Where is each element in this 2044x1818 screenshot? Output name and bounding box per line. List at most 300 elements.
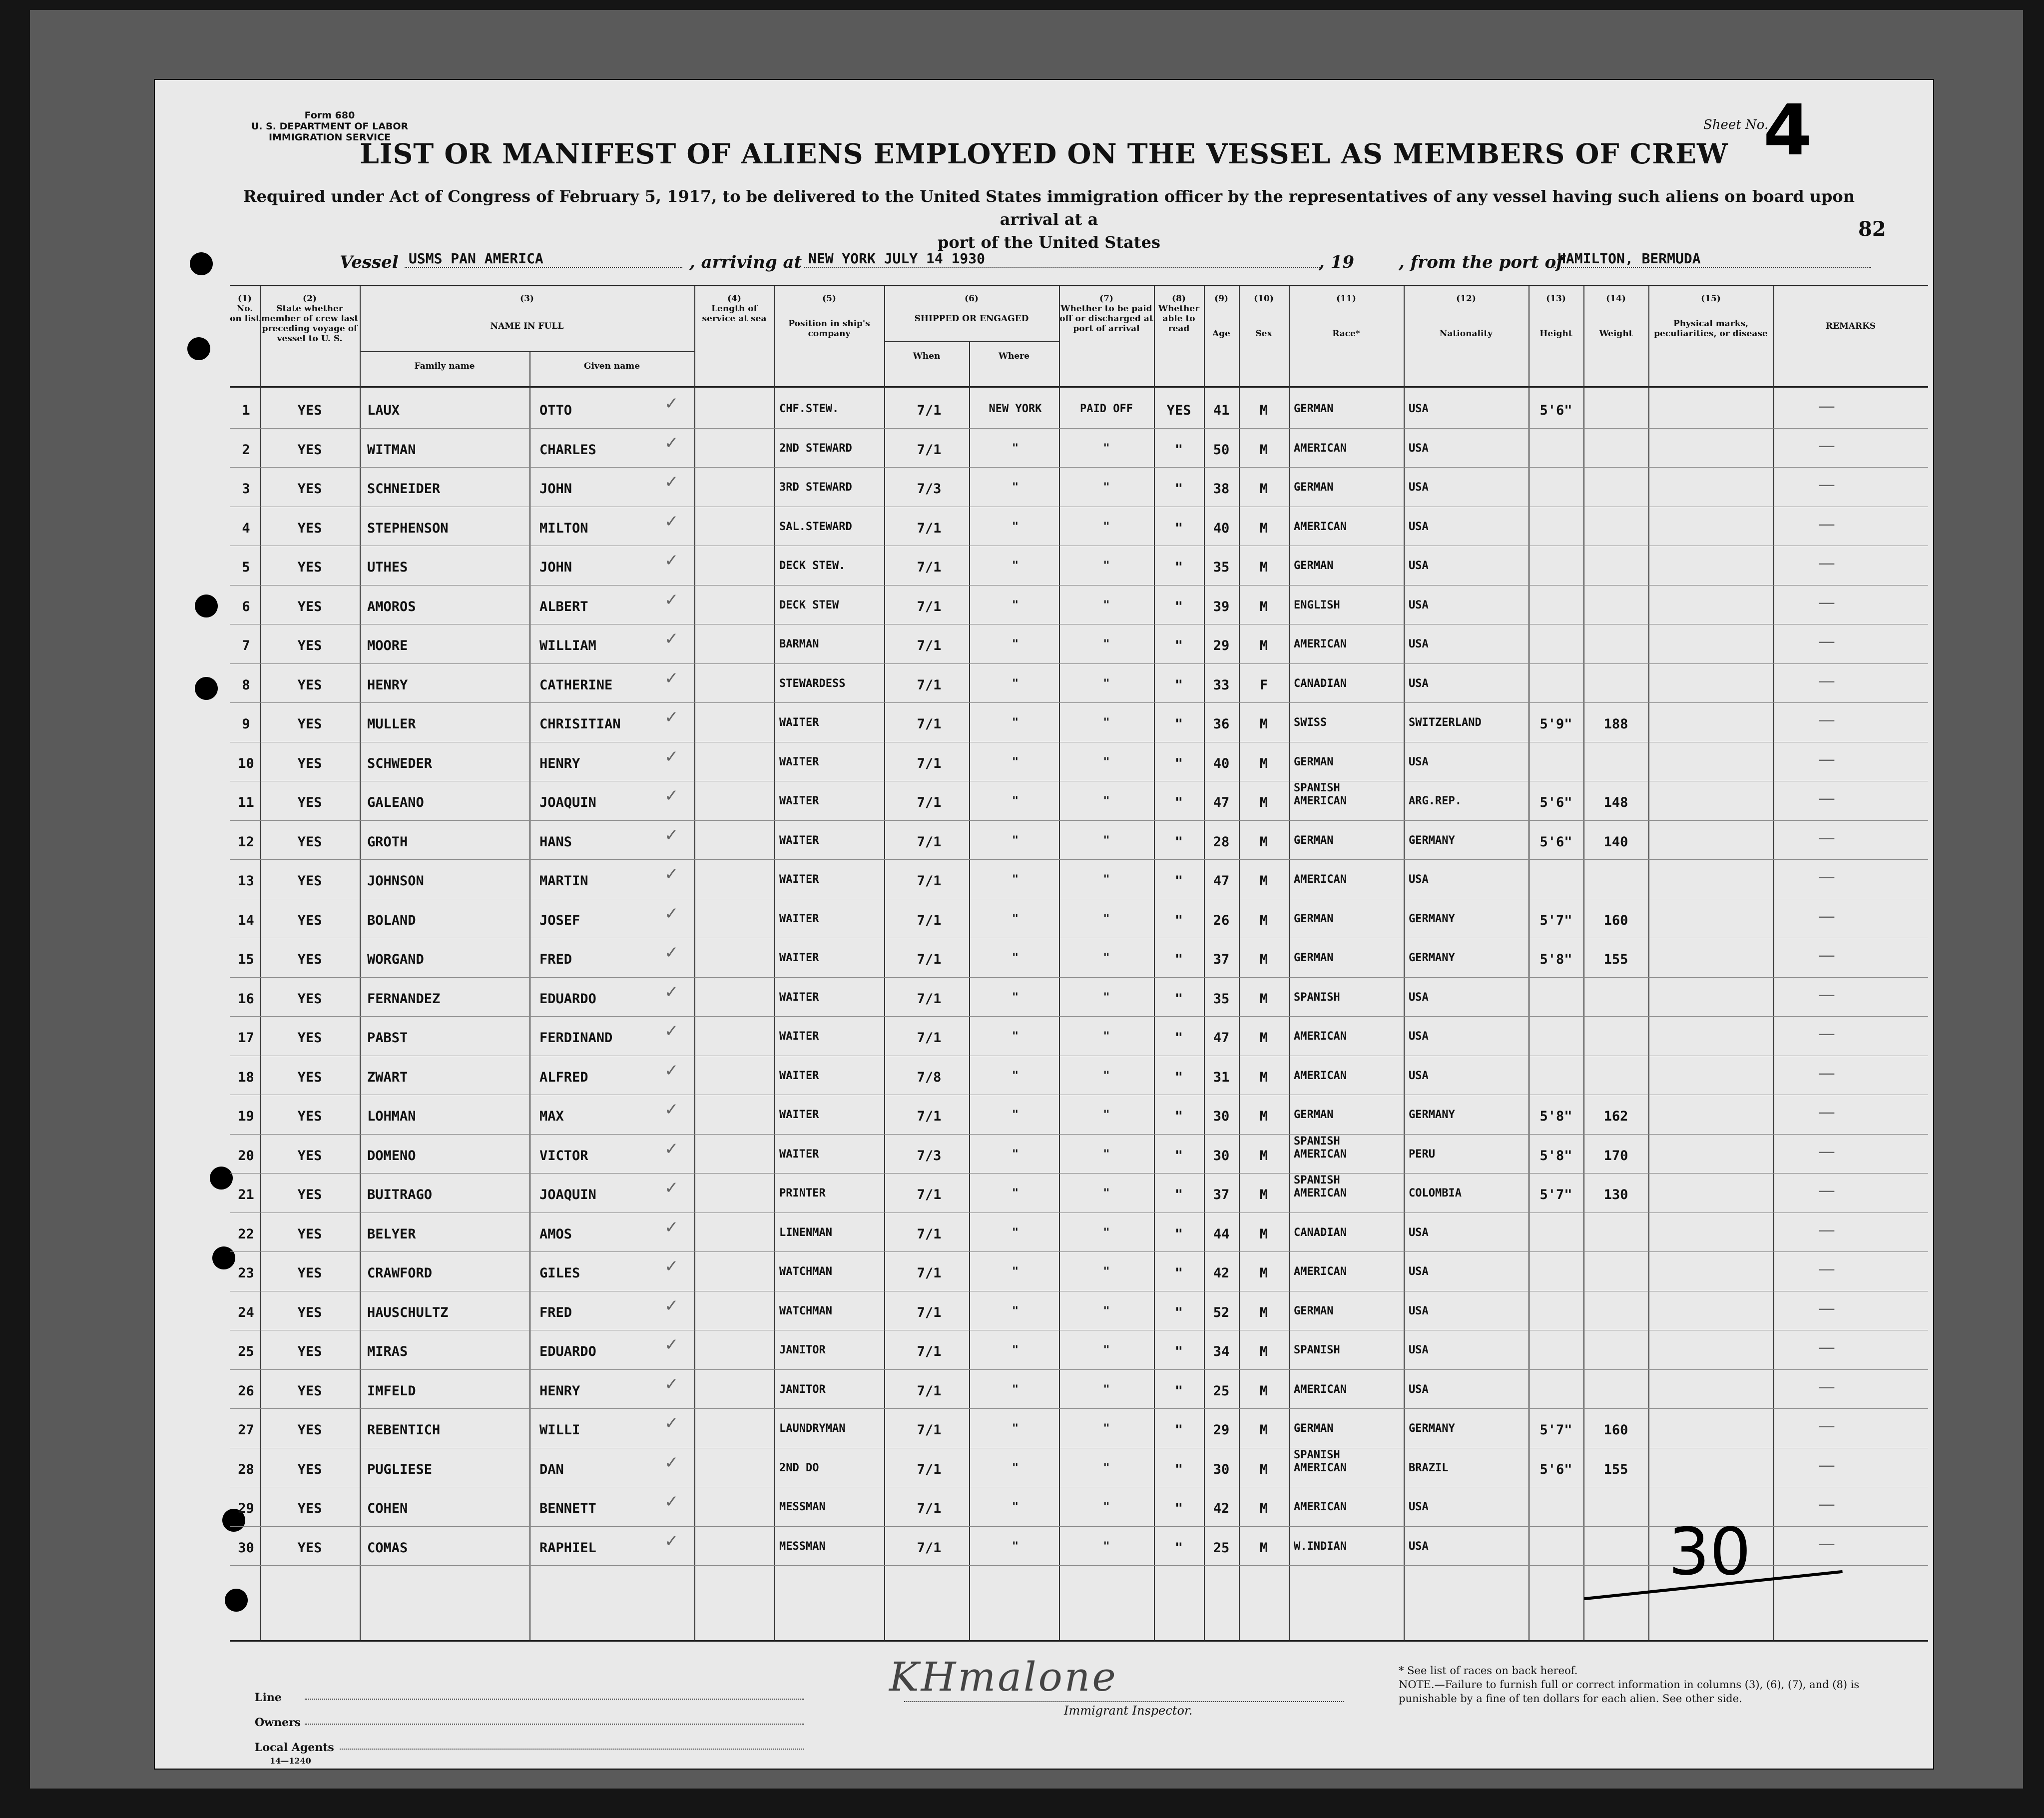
row-rule (230, 467, 1928, 468)
paid-off-cell: " (1103, 991, 1110, 1004)
shipped-when-cell: 7/1 (917, 991, 942, 1007)
family-name-cell: BOLAND (367, 912, 416, 928)
shipped-when-cell: 7/1 (917, 1304, 942, 1320)
position-cell: WAITER (779, 1069, 819, 1082)
check-mark-icon: — (1818, 1141, 1835, 1162)
age-cell: 40 (1213, 520, 1230, 536)
check-mark-icon: — (1818, 514, 1835, 534)
check-mark-icon: — (1818, 670, 1835, 691)
shipped-when-cell: 7/1 (917, 1265, 942, 1281)
nationality-cell: USA (1409, 638, 1429, 650)
row-rule (230, 663, 1928, 664)
col3a-header: Family name (414, 361, 475, 371)
previous-voyage-cell: YES (297, 520, 322, 536)
family-name-cell: WORGAND (367, 952, 424, 967)
sex-cell: M (1259, 834, 1268, 850)
nationality-cell: GERMANY (1409, 952, 1455, 964)
able-to-read-cell: " (1174, 442, 1183, 458)
sex-cell: M (1259, 1304, 1268, 1320)
sex-cell: M (1259, 1501, 1268, 1516)
check-mark-icon: — (1818, 867, 1835, 887)
shipped-where-cell: " (1012, 1069, 1019, 1082)
check-mark-icon: — (1818, 945, 1835, 965)
height-cell: 5'6" (1539, 1461, 1572, 1477)
check-mark-icon: ✓ (664, 1335, 679, 1355)
sex-cell: M (1259, 560, 1268, 575)
column-rule (360, 286, 361, 1640)
previous-voyage-cell: YES (297, 991, 322, 1007)
able-to-read-cell: " (1174, 912, 1183, 928)
nationality-cell: USA (1409, 599, 1429, 611)
position-cell: 2ND STEWARD (779, 442, 852, 455)
family-name-cell: IMFELD (367, 1383, 416, 1399)
shipped-where-cell: " (1012, 795, 1019, 807)
given-name-cell: BENNETT (539, 1501, 596, 1516)
age-cell: 30 (1213, 1461, 1230, 1477)
age-cell: 29 (1213, 1422, 1230, 1438)
col9-header: (9) Age (1212, 294, 1230, 339)
age-cell: 35 (1213, 991, 1230, 1007)
paid-off-cell: " (1103, 481, 1110, 494)
row-number-cell: 24 (238, 1304, 254, 1320)
check-mark-icon: — (1818, 1063, 1835, 1083)
able-to-read-cell: " (1174, 520, 1183, 536)
paid-off-cell: " (1103, 795, 1110, 807)
row-number-cell: 9 (242, 716, 250, 732)
weight-cell: 155 (1603, 952, 1628, 967)
sex-cell: M (1259, 1187, 1268, 1203)
shipped-where-cell: " (1012, 1304, 1019, 1317)
row-rule (230, 1016, 1928, 1017)
row-number-cell: 1 (242, 403, 250, 418)
check-mark-icon: ✓ (664, 1100, 679, 1120)
check-mark-icon: — (1818, 1337, 1835, 1357)
sex-cell: M (1259, 599, 1268, 614)
position-cell: LINENMAN (779, 1226, 832, 1239)
able-to-read-cell: " (1174, 599, 1183, 614)
paid-off-cell: " (1103, 1304, 1110, 1317)
age-cell: 30 (1213, 1109, 1230, 1124)
able-to-read-cell: " (1174, 1383, 1183, 1399)
sex-cell: M (1259, 442, 1268, 458)
given-name-cell: GILES (539, 1265, 580, 1281)
shipped-where-cell: " (1012, 481, 1019, 494)
previous-voyage-cell: YES (297, 1265, 322, 1281)
family-name-cell: PUGLIESE (367, 1461, 433, 1477)
nationality-cell: USA (1409, 1501, 1429, 1513)
able-to-read-cell: " (1174, 560, 1183, 575)
previous-voyage-cell: YES (297, 834, 322, 850)
race-cell: GERMAN (1294, 560, 1334, 572)
race-cell: GERMAN (1294, 1304, 1334, 1317)
row-rule (230, 585, 1928, 586)
race-cell: W.INDIAN (1294, 1540, 1347, 1553)
check-mark-icon: ✓ (664, 511, 679, 532)
able-to-read-cell: " (1174, 991, 1183, 1007)
check-mark-icon: ✓ (664, 1021, 679, 1041)
nationality-cell: USA (1409, 1383, 1429, 1396)
previous-voyage-cell: YES (297, 677, 322, 693)
check-mark-icon: ✓ (664, 1256, 679, 1276)
race-cell: GERMAN (1294, 952, 1334, 964)
shipped-when-cell: 7/1 (917, 1109, 942, 1124)
able-to-read-cell: " (1174, 1461, 1183, 1477)
paid-off-cell: " (1103, 1030, 1110, 1043)
race-cell: AMERICAN (1294, 795, 1347, 807)
family-name-cell: LAUX (367, 403, 400, 418)
nationality-cell: USA (1409, 442, 1429, 455)
paid-off-cell: " (1103, 873, 1110, 886)
previous-voyage-cell: YES (297, 716, 322, 732)
nationality-cell: USA (1409, 1265, 1429, 1278)
col7-header: (7) Whether to be paid off or discharged at port of arrival (1059, 294, 1153, 334)
paid-off-cell: " (1103, 1226, 1110, 1239)
row-number-cell: 13 (238, 873, 254, 889)
age-cell: 28 (1213, 834, 1230, 850)
race-cell: GERMAN (1294, 481, 1334, 494)
position-cell: WAITER (779, 795, 819, 807)
sex-cell: M (1259, 1148, 1268, 1164)
check-mark-icon: ✓ (664, 1178, 679, 1198)
age-cell: 44 (1213, 1226, 1230, 1242)
given-name-cell: MARTIN (539, 873, 588, 889)
paid-off-cell: " (1103, 1187, 1110, 1200)
age-cell: 47 (1213, 873, 1230, 889)
check-mark-icon: — (1818, 1102, 1835, 1122)
check-mark-icon: ✓ (664, 864, 679, 884)
paid-off-cell: " (1103, 755, 1110, 768)
column-rule (1289, 286, 1290, 1640)
given-name-cell: ALFRED (539, 1069, 588, 1085)
position-cell: STEWARDESS (779, 677, 846, 690)
column-rule (1404, 286, 1405, 1640)
shipped-when-cell: 7/3 (917, 481, 942, 497)
race-cell: AMERICAN (1294, 520, 1347, 533)
check-mark-icon: — (1818, 788, 1835, 808)
position-cell: WATCHMAN (779, 1265, 832, 1278)
height-cell: 5'8" (1539, 1148, 1572, 1164)
race-cell: SPANISH (1294, 1344, 1340, 1356)
previous-voyage-cell: YES (297, 1148, 322, 1164)
race-cell: AMERICAN (1294, 1501, 1347, 1513)
position-cell: PRINTER (779, 1187, 826, 1200)
family-name-cell: AMOROS (367, 599, 416, 614)
family-name-cell: HENRY (367, 677, 408, 693)
nationality-cell: USA (1409, 991, 1429, 1004)
col6b-header: Where (998, 351, 1030, 361)
position-cell: WAITER (779, 991, 819, 1004)
col4-header: (4) Length of service at sea (702, 294, 767, 324)
race-cell: SPANISH (1294, 991, 1340, 1004)
shipped-where-cell: " (1012, 560, 1019, 572)
nationality-cell: USA (1409, 481, 1429, 494)
check-mark-icon: ✓ (664, 943, 679, 963)
shipped-when-cell: 7/1 (917, 873, 942, 889)
check-mark-icon: — (1818, 1376, 1835, 1397)
check-mark-icon: ✓ (664, 746, 679, 767)
shipped-when-cell: 7/3 (917, 1148, 942, 1164)
height-cell: 5'6" (1539, 795, 1572, 810)
check-mark-icon: — (1818, 984, 1835, 1005)
age-cell: 34 (1213, 1344, 1230, 1359)
row-rule (230, 1173, 1928, 1174)
weight-cell: 155 (1603, 1461, 1628, 1477)
shipped-when-cell: 7/1 (917, 795, 942, 810)
family-name-cell: REBENTICH (367, 1422, 441, 1438)
sex-cell: M (1259, 912, 1268, 928)
row-number-cell: 14 (238, 912, 254, 928)
position-cell: MESSMAN (779, 1540, 826, 1553)
age-cell: 25 (1213, 1540, 1230, 1556)
manifest-sheet (155, 80, 1933, 1769)
family-name-cell: JOHNSON (367, 873, 424, 889)
nationality-cell: GERMANY (1409, 1422, 1455, 1435)
shipped-when-cell: 7/1 (917, 1540, 942, 1556)
able-to-read-cell: " (1174, 834, 1183, 850)
race-cell: AMERICAN (1294, 1148, 1347, 1161)
previous-voyage-cell: YES (297, 1540, 322, 1556)
paid-off-cell: " (1103, 1148, 1110, 1161)
sex-cell: M (1259, 1069, 1268, 1085)
check-mark-icon: — (1818, 592, 1835, 612)
shipped-where-cell: " (1012, 834, 1019, 847)
row-rule (230, 859, 1928, 860)
row-rule (230, 1369, 1928, 1370)
age-cell: 47 (1213, 795, 1230, 810)
shipped-where-cell: " (1012, 1501, 1019, 1513)
race-cell: AMERICAN (1294, 873, 1347, 886)
row-rule (230, 428, 1928, 429)
column-rule (1529, 286, 1530, 1640)
family-name-cell: DOMENO (367, 1148, 416, 1164)
row-number-cell: 5 (242, 560, 250, 575)
paid-off-cell: " (1103, 560, 1110, 572)
position-cell: WAITER (779, 834, 819, 847)
check-mark-icon: ✓ (664, 1217, 679, 1237)
row-rule (230, 1134, 1928, 1135)
from-value: HAMILTON, BERMUDA (1553, 250, 1871, 268)
row-number-cell: 17 (238, 1030, 254, 1046)
paid-off-cell: " (1103, 1383, 1110, 1396)
shipped-where-cell: " (1012, 1030, 1019, 1043)
nationality-cell: ARG.REP. (1409, 795, 1462, 807)
column-rule (529, 351, 530, 1640)
inspector-signature: KHmalone (889, 1654, 1118, 1700)
position-cell: DECK STEW (779, 599, 839, 611)
weight-cell: 140 (1603, 834, 1628, 850)
shipped-when-cell: 7/1 (917, 834, 942, 850)
position-cell: JANITOR (779, 1344, 826, 1356)
previous-voyage-cell: YES (297, 1383, 322, 1399)
col6a-header: When (913, 351, 941, 361)
row-number-cell: 28 (238, 1461, 254, 1477)
row-number-cell: 10 (238, 755, 254, 771)
family-name-cell: BUITRAGO (367, 1187, 433, 1203)
nationality-cell: PERU (1409, 1148, 1435, 1161)
row-number-cell: 4 (242, 520, 250, 536)
position-cell: MESSMAN (779, 1501, 826, 1513)
height-cell: 5'7" (1539, 1422, 1572, 1438)
height-cell: 5'8" (1539, 1109, 1572, 1124)
punch-hole (195, 595, 218, 617)
shipped-when-cell: 7/1 (917, 952, 942, 967)
row-rule (230, 1212, 1928, 1213)
age-cell: 25 (1213, 1383, 1230, 1399)
paid-off-cell: " (1103, 638, 1110, 650)
previous-voyage-cell: YES (297, 1304, 322, 1320)
able-to-read-cell: " (1174, 716, 1183, 732)
able-to-read-cell: " (1174, 1501, 1183, 1516)
shipped-where-cell: " (1012, 442, 1019, 455)
previous-voyage-cell: YES (297, 1422, 322, 1438)
able-to-read-cell: " (1174, 1226, 1183, 1242)
row-number-cell: 21 (238, 1187, 254, 1203)
race-cell: GERMAN (1294, 403, 1334, 415)
row-number-cell: 12 (238, 834, 254, 850)
shipped-when-cell: 7/1 (917, 1461, 942, 1477)
previous-voyage-cell: YES (297, 1109, 322, 1124)
given-name-cell: CHRISITIAN (539, 716, 621, 732)
given-name-cell: FERDINAND (539, 1030, 613, 1046)
column-rule (1583, 286, 1584, 1640)
column-rule (694, 286, 695, 1640)
family-name-cell: PABST (367, 1030, 408, 1046)
nationality-cell: USA (1409, 403, 1429, 415)
col6-header: (6) SHIPPED OR ENGAGED (914, 294, 1029, 324)
shipped-where-cell: " (1012, 1422, 1019, 1435)
check-mark-icon: ✓ (664, 1452, 679, 1473)
shipped-when-cell: 7/1 (917, 442, 942, 458)
row-number-cell: 30 (238, 1540, 254, 1556)
given-name-cell: FRED (539, 952, 572, 967)
form-service: IMMIGRATION SERVICE (268, 132, 391, 143)
shipped-when-cell: 7/1 (917, 403, 942, 418)
check-mark-icon: ✓ (664, 1295, 679, 1316)
col8-header: (8) Whether able to read (1158, 294, 1200, 334)
nationality-cell: USA (1409, 1226, 1429, 1239)
sex-cell: M (1259, 481, 1268, 497)
family-name-cell: STEPHENSON (367, 520, 449, 536)
given-name-cell: OTTO (539, 403, 572, 418)
check-mark-icon: — (1818, 435, 1835, 456)
age-cell: 29 (1213, 638, 1230, 653)
family-name-cell: COHEN (367, 1501, 408, 1516)
race-cell: AMERICAN (1294, 1030, 1347, 1043)
nationality-cell: GERMANY (1409, 834, 1455, 847)
agents-code: 14—1240 (270, 1756, 311, 1766)
check-mark-icon: — (1818, 906, 1835, 926)
position-cell: DECK STEW. (779, 560, 846, 572)
column-rule (1648, 286, 1649, 1640)
race-cell: AMERICAN (1294, 1069, 1347, 1082)
shipped-where-cell: " (1012, 1461, 1019, 1474)
shipped-where-cell: " (1012, 716, 1019, 729)
page-number: 82 (1858, 217, 1886, 241)
paid-off-cell: " (1103, 1540, 1110, 1553)
shipped-when-cell: 7/1 (917, 1422, 942, 1438)
able-to-read-cell: " (1174, 952, 1183, 967)
check-mark-icon: — (1818, 631, 1835, 651)
row-number-cell: 11 (238, 795, 254, 810)
age-cell: 26 (1213, 912, 1230, 928)
check-mark-icon: ✓ (664, 1492, 679, 1512)
race-cell: AMERICAN (1294, 638, 1347, 650)
sex-cell: M (1259, 520, 1268, 536)
year-label: , 19 (1319, 252, 1354, 272)
paid-off-cell: " (1103, 912, 1110, 925)
row-rule (230, 1251, 1928, 1252)
previous-voyage-cell: YES (297, 560, 322, 575)
check-mark-icon: ✓ (664, 825, 679, 845)
able-to-read-cell: " (1174, 1422, 1183, 1438)
shipped-where-cell: " (1012, 1265, 1019, 1278)
check-mark-icon: — (1818, 553, 1835, 573)
form-number: Form 680 (304, 110, 355, 121)
arriving-label: , arriving at (689, 252, 802, 272)
agents-field (340, 1749, 804, 1750)
shipped-when-cell: 7/1 (917, 912, 942, 928)
shipped-where-cell: " (1012, 1540, 1019, 1553)
family-name-cell: ZWART (367, 1069, 408, 1085)
check-mark-icon: ✓ (664, 394, 679, 414)
race-cell: GERMAN (1294, 755, 1334, 768)
paid-off-cell: " (1103, 520, 1110, 533)
family-name-cell: MIRAS (367, 1344, 408, 1359)
nationality-cell: USA (1409, 1030, 1429, 1043)
owners-field (305, 1724, 804, 1725)
age-cell: 30 (1213, 1148, 1230, 1164)
race-cell: SWISS (1294, 716, 1327, 729)
shipped-when-cell: 7/1 (917, 1187, 942, 1203)
subtitle-line-2: port of the United States (937, 233, 1161, 252)
position-cell: JANITOR (779, 1383, 826, 1396)
able-to-read-cell: " (1174, 1030, 1183, 1046)
name-subheader-rule (360, 351, 694, 352)
paid-off-cell: " (1103, 1109, 1110, 1121)
sex-cell: M (1259, 638, 1268, 653)
previous-voyage-cell: YES (297, 1069, 322, 1085)
sex-cell: M (1259, 1540, 1268, 1556)
height-cell: 5'6" (1539, 834, 1572, 850)
page-subtitle (220, 185, 1878, 254)
check-mark-icon: ✓ (664, 1374, 679, 1394)
row-number-cell: 8 (242, 677, 250, 693)
race-cell: CANADIAN (1294, 1226, 1347, 1239)
position-cell: 2ND DO (779, 1461, 819, 1474)
race-cell: GERMAN (1294, 1422, 1334, 1435)
check-mark-icon: ✓ (664, 629, 679, 649)
row-number-cell: 7 (242, 638, 250, 653)
paid-off-cell: " (1103, 952, 1110, 964)
previous-voyage-cell: YES (297, 795, 322, 810)
row-number-cell: 20 (238, 1148, 254, 1164)
row-number-cell: 6 (242, 599, 250, 614)
position-cell: WAITER (779, 1148, 819, 1161)
row-rule (230, 1408, 1928, 1409)
position-cell: WAITER (779, 873, 819, 886)
family-name-cell: LOHMAN (367, 1109, 416, 1124)
nationality-cell: USA (1409, 677, 1429, 690)
family-name-cell: FERNANDEZ (367, 991, 441, 1007)
check-mark-icon: ✓ (664, 1060, 679, 1081)
nationality-cell: USA (1409, 1304, 1429, 1317)
handwritten-total: 30 (1668, 1514, 1751, 1590)
age-cell: 42 (1213, 1265, 1230, 1281)
col1-header: (1) No. on list (230, 294, 260, 324)
col2-header: (2) State whether member of crew last preceding voyage of vessel to U. S. (261, 294, 359, 344)
previous-voyage-cell: YES (297, 599, 322, 614)
given-name-cell: EDUARDO (539, 991, 596, 1007)
